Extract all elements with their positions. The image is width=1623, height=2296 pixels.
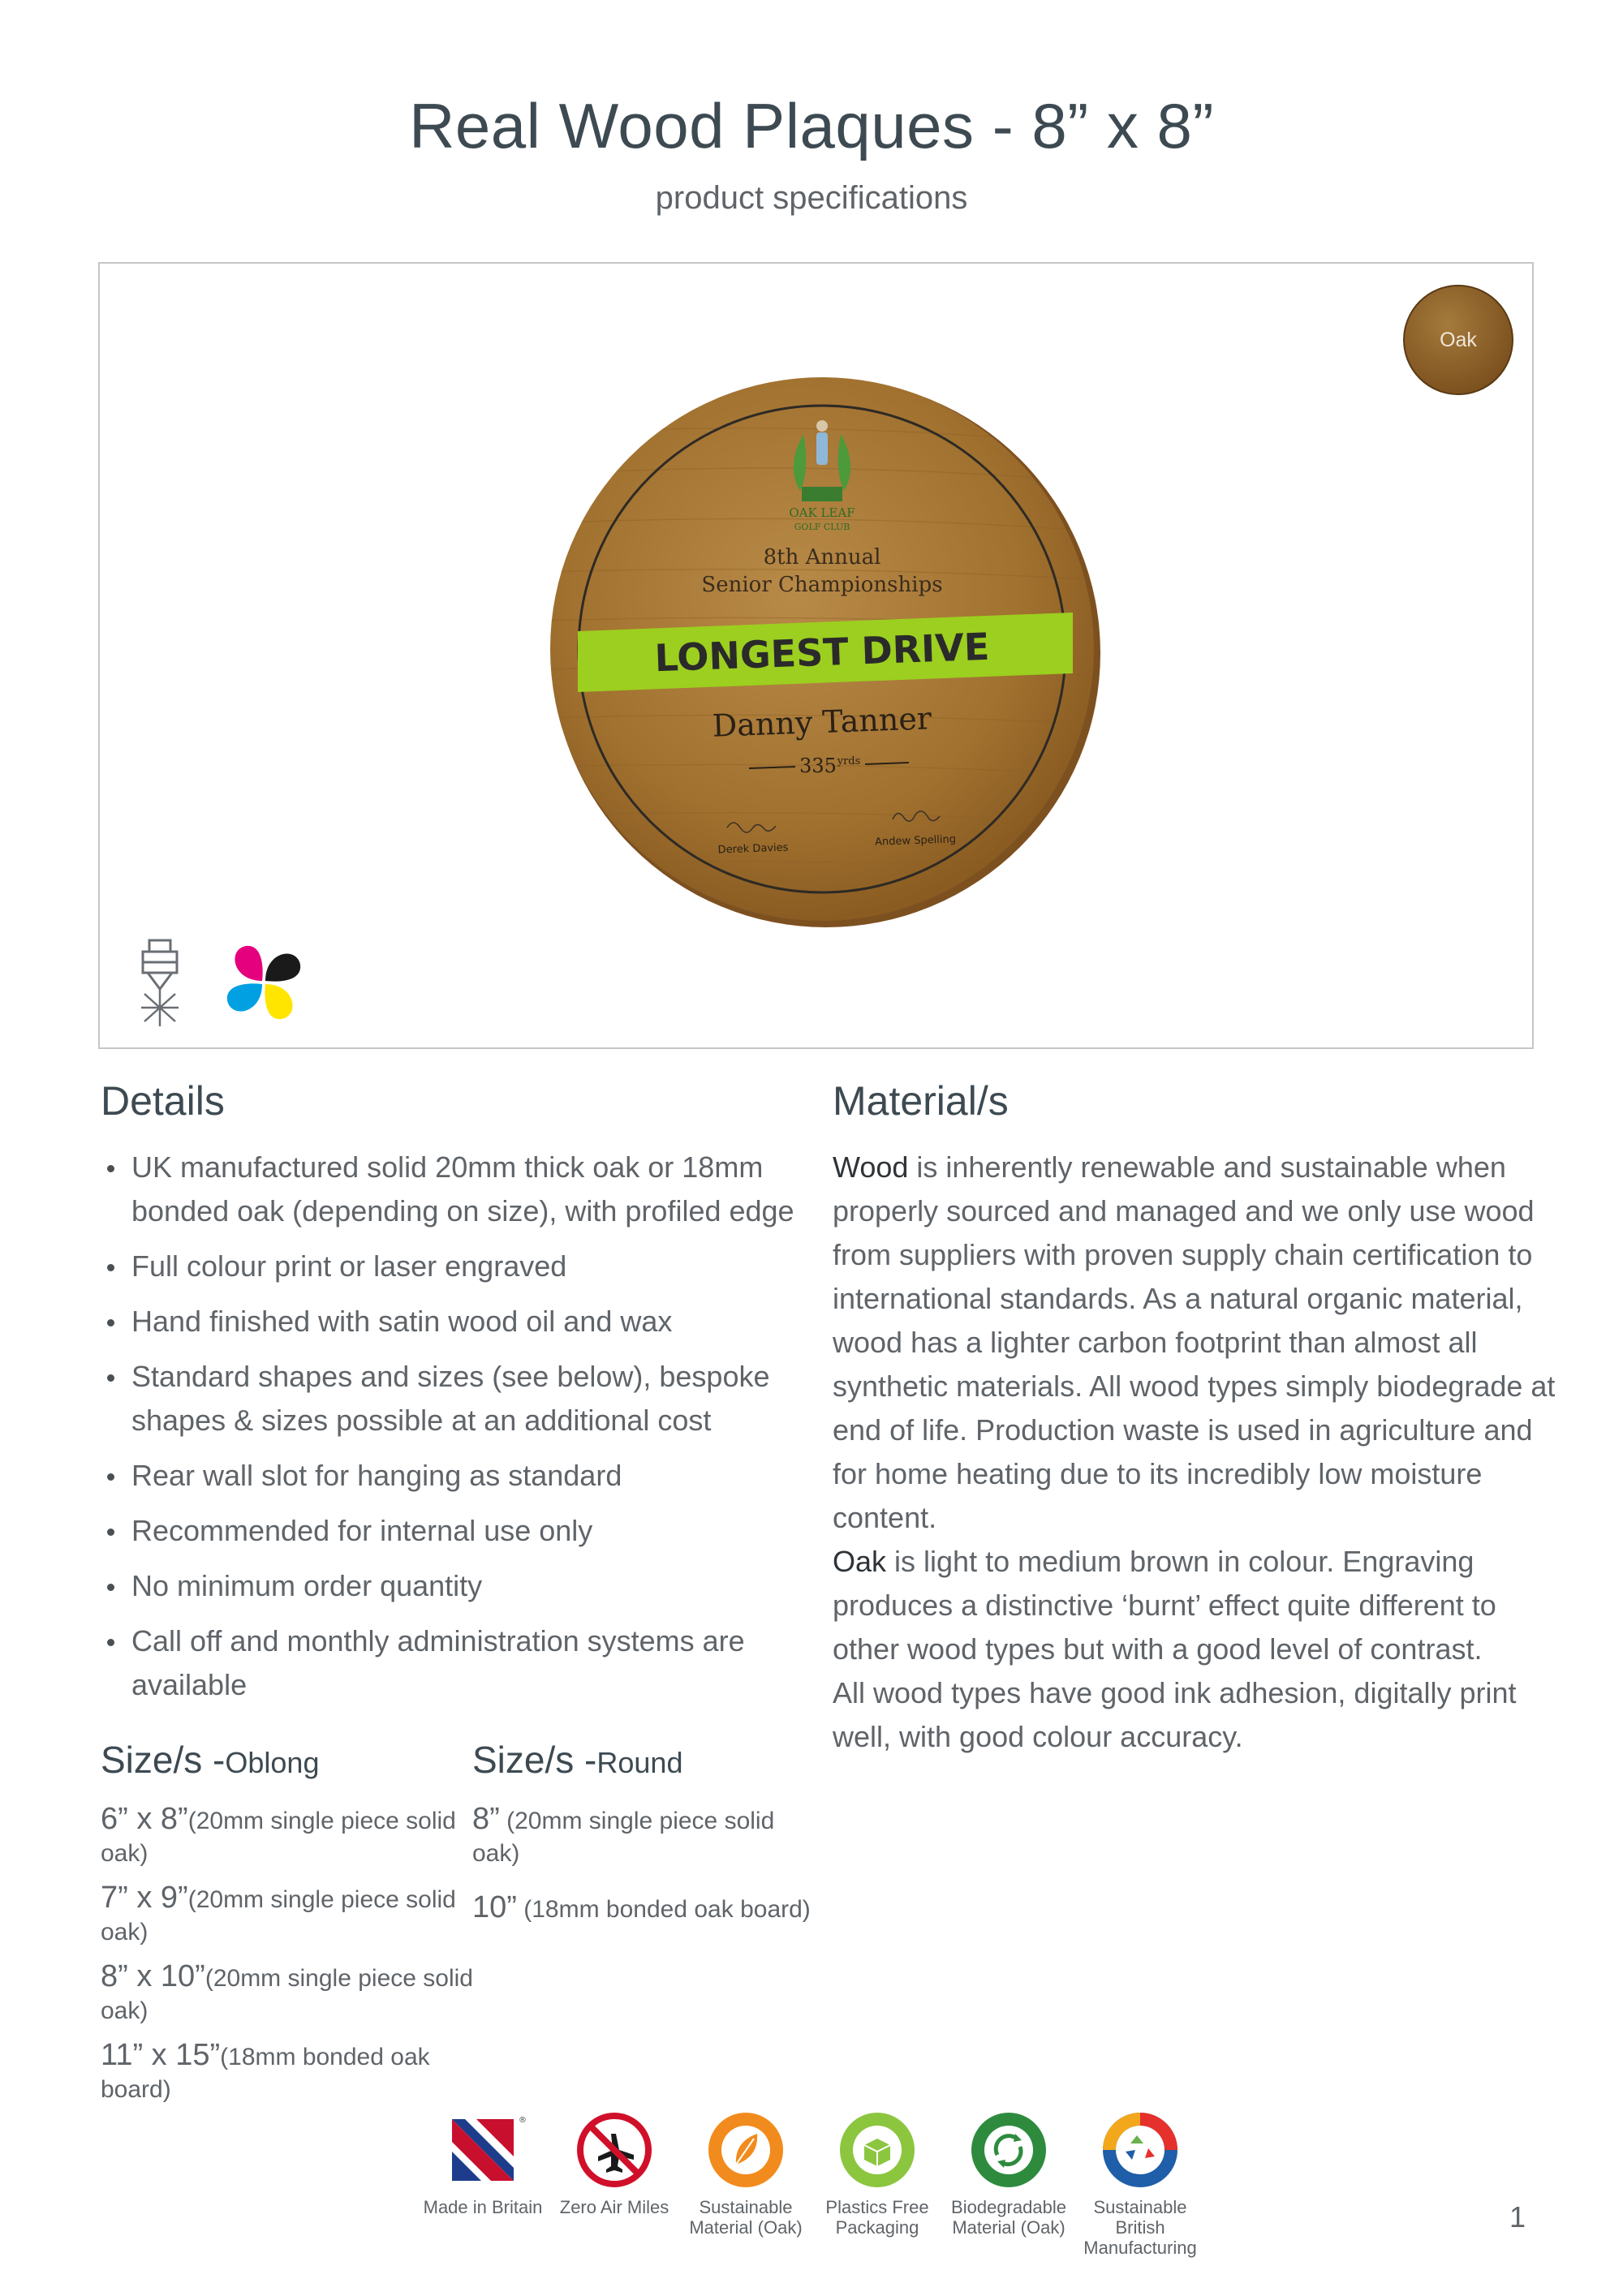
sustainable-british-manufacturing-icon: [1100, 2109, 1181, 2191]
badge-plastics-free-packaging: [816, 2109, 938, 2238]
size-value: 6” x 8”: [101, 1802, 188, 1836]
material-keyword-oak: Oak: [833, 1545, 887, 1578]
material-paragraph: [833, 1146, 1563, 1540]
details-item: Standard shapes and sizes (see below), bespoke shapes & sizes possible at an additional cost: [101, 1355, 799, 1443]
plaque-signer-left: Derek Davies: [717, 841, 789, 857]
size-value: 10”: [472, 1890, 517, 1924]
badge-zero-air-miles: [553, 2109, 675, 2217]
badge-label: Biodegradable Material (Oak): [951, 2197, 1066, 2238]
material-paragraph: All wood types have good ink adhesion, digitally print well, with good colour accuracy.: [833, 1676, 1517, 1753]
plaque-banner-text: LONGEST DRIVE: [653, 624, 991, 681]
page-number: 1: [1509, 2200, 1526, 2234]
plaque-event-line2: Senior Championships: [701, 573, 943, 597]
plaque-distance: 335: [799, 755, 837, 777]
badge-label: Sustainable British Manufacturing: [1083, 2197, 1197, 2258]
size-item: [101, 2039, 474, 2106]
details-item: Recommended for internal use only: [101, 1509, 799, 1553]
material-heading: Material/s: [833, 1078, 1009, 1124]
size-item: [101, 1803, 474, 1870]
size-note: (20mm single piece solid oak): [472, 1808, 775, 1867]
size-item: [472, 1891, 813, 1926]
size-value: 8” x 10”: [101, 1959, 205, 1993]
details-heading: Details: [101, 1078, 225, 1124]
made-in-britain-icon: [442, 2109, 527, 2191]
size-value: 11” x 15”: [101, 2038, 221, 2072]
badge-label: Plastics Free Packaging: [825, 2197, 929, 2238]
sizes-round-heading: [472, 1738, 682, 1782]
badge-made-in-britain: [422, 2109, 544, 2217]
svg-text:®: ®: [519, 2116, 527, 2125]
material-keyword-wood: Wood: [833, 1150, 909, 1184]
sizes-oblong-subheading: Oblong: [225, 1746, 320, 1779]
badge-label: Sustainable Material (Oak): [689, 2197, 803, 2238]
page-subtitle: product specifications: [655, 180, 968, 216]
details-item: Call off and monthly administration systems are available: [101, 1619, 799, 1707]
plastics-free-packaging-icon: [837, 2109, 918, 2191]
plaque-club-line1: OAK LEAF: [789, 505, 855, 520]
plaque-signer-right: Andew Spelling: [874, 833, 957, 849]
oak-swatch: [1403, 285, 1513, 395]
sizes-round-heading-text: Size/s -: [472, 1739, 597, 1781]
badge-sustainable-british-manufacturing: [1079, 2109, 1201, 2258]
full-colour-print-icon: [224, 943, 304, 1022]
plaque-distance-unit: yrds: [837, 755, 861, 767]
badge-biodegradable-material: [948, 2109, 1070, 2238]
size-note: (20mm single piece solid oak): [101, 1965, 473, 2024]
badge-label: Made in Britain: [423, 2197, 543, 2217]
plaque-event-line1: 8th Annual: [763, 545, 881, 570]
size-item: [101, 1960, 474, 2027]
material-paragraph-text: is inherently renewable and sustainable when properly sourced and managed and we only use wood from suppliers with proven supply chain certification to international standards. As a natural organic material, wood has a lighter carbon footprint than almost all synthetic materials. All wood types simply biodegrade at end of life. Production waste is used in agriculture and for home heating due to its incredibly low moisture content.: [833, 1150, 1556, 1534]
material-paragraph-text: is light to medium brown in colour. Engraving produces a distinctive ‘burnt’ effect quite different to other wood types but with a good level of contrast.: [833, 1545, 1496, 1666]
round-wood-plaque: [542, 369, 1102, 929]
size-value: 7” x 9”: [101, 1881, 188, 1915]
badges-row: [422, 2109, 1217, 2272]
biodegradable-material-icon: [968, 2109, 1049, 2191]
size-item: [101, 1881, 474, 1949]
material-paragraph: [833, 1540, 1563, 1671]
badge-label: Zero Air Miles: [559, 2197, 669, 2217]
laser-engrave-icon: [131, 939, 188, 1028]
size-note: (20mm single piece solid oak): [101, 1886, 456, 1946]
badge-sustainable-material: [685, 2109, 807, 2238]
sizes-oblong-heading-text: Size/s -: [101, 1739, 226, 1781]
sizes-round-list: [472, 1803, 813, 1937]
size-note: (18mm bonded oak board): [516, 1896, 811, 1923]
sizes-round-subheading: Round: [596, 1746, 683, 1779]
zero-air-miles-icon: [574, 2109, 655, 2191]
size-value: 8”: [472, 1802, 500, 1836]
sizes-oblong-heading: [101, 1738, 319, 1782]
page-title: Real Wood Plaques - 8” x 8”: [409, 90, 1214, 161]
details-item: Full colour print or laser engraved: [101, 1245, 799, 1288]
size-item: [472, 1803, 813, 1870]
sustainable-material-icon: [705, 2109, 786, 2191]
swatch-label: Oak: [1440, 328, 1477, 351]
plaque-club-line2: GOLF CLUB: [794, 522, 850, 532]
details-item: Hand finished with satin wood oil and wax: [101, 1300, 799, 1344]
details-item: Rear wall slot for hanging as standard: [101, 1454, 799, 1498]
details-item: UK manufactured solid 20mm thick oak or 18mm bonded oak (depending on size), with profiled edge: [101, 1146, 799, 1233]
details-item: No minimum order quantity: [101, 1564, 799, 1608]
size-note: (20mm single piece solid oak): [101, 1808, 456, 1867]
plaque-winner: Danny Tanner: [711, 700, 932, 744]
details-list: [101, 1146, 799, 1718]
material-text: [833, 1146, 1563, 1759]
sizes-oblong-list: [101, 1803, 474, 2118]
size-note: (18mm bonded oak board): [101, 2044, 430, 2103]
